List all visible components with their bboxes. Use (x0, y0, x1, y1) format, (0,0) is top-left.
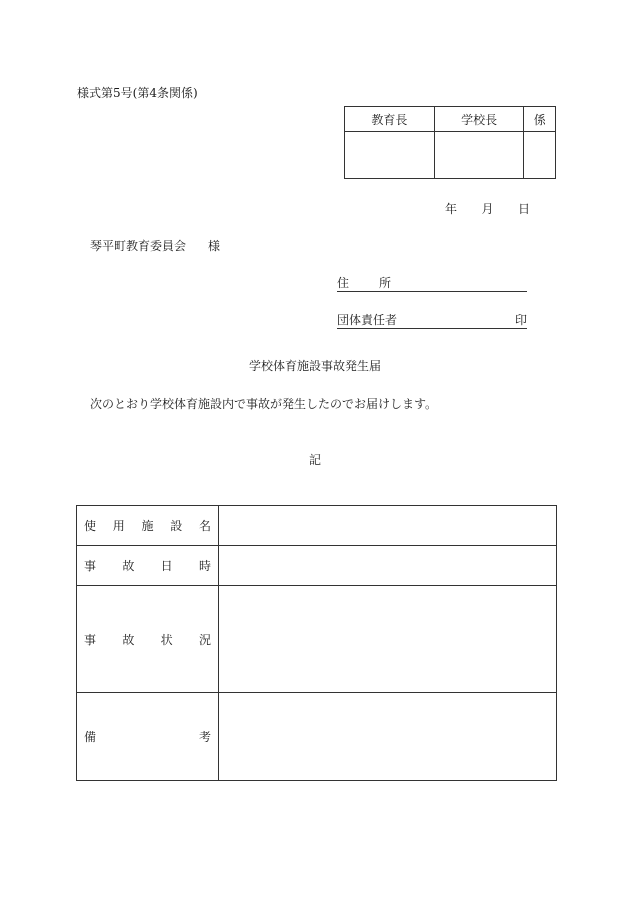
date-year-label: 年 (445, 202, 458, 216)
remarks-field[interactable] (219, 693, 557, 781)
table-row (77, 506, 557, 546)
representative-field[interactable] (337, 311, 527, 329)
representative-label: 団体責任者 (337, 313, 398, 327)
approval-header-clerk: 係 (524, 107, 556, 132)
form-number: 様式第5号(第4条関係) (77, 86, 198, 100)
address-label-char: 所 (379, 276, 392, 290)
address-field[interactable] (337, 274, 527, 292)
address-label-char: 住 (337, 276, 350, 290)
facility-name-label: 使 用 施 設 名 (77, 506, 219, 546)
approval-table (344, 106, 556, 179)
addressee-name: 琴平町教育委員会 (90, 239, 187, 253)
approval-stamp-box[interactable] (434, 132, 524, 179)
document-title: 学校体育施設事故発生届 (248, 359, 381, 373)
addressee (90, 237, 220, 254)
approval-header-superintendent: 教育長 (345, 107, 435, 132)
date-day-label: 日 (517, 202, 530, 216)
table-row (77, 693, 557, 781)
approval-header-principal: 学校長 (434, 107, 524, 132)
date-month-label: 月 (481, 202, 494, 216)
facility-name-field[interactable] (219, 506, 557, 546)
accident-situation-label: 事 故 状 況 (77, 586, 219, 693)
date-line (445, 200, 530, 217)
address-label (337, 274, 391, 291)
ki-heading: 記 (308, 453, 321, 467)
addressee-honorific: 様 (208, 239, 221, 253)
remarks-label: 備 考 (77, 693, 219, 781)
accident-datetime-label: 事 故 日 時 (77, 546, 219, 586)
table-row (77, 546, 557, 586)
accident-datetime-field[interactable] (219, 546, 557, 586)
intro-text: 次のとおり学校体育施設内で事故が発生したのでお届けします。 (90, 397, 438, 411)
details-table (76, 505, 557, 781)
table-row (77, 586, 557, 693)
approval-stamp-box[interactable] (524, 132, 556, 179)
accident-situation-field[interactable] (219, 586, 557, 693)
approval-stamp-box[interactable] (345, 132, 435, 179)
seal-mark: 印 (514, 313, 527, 327)
